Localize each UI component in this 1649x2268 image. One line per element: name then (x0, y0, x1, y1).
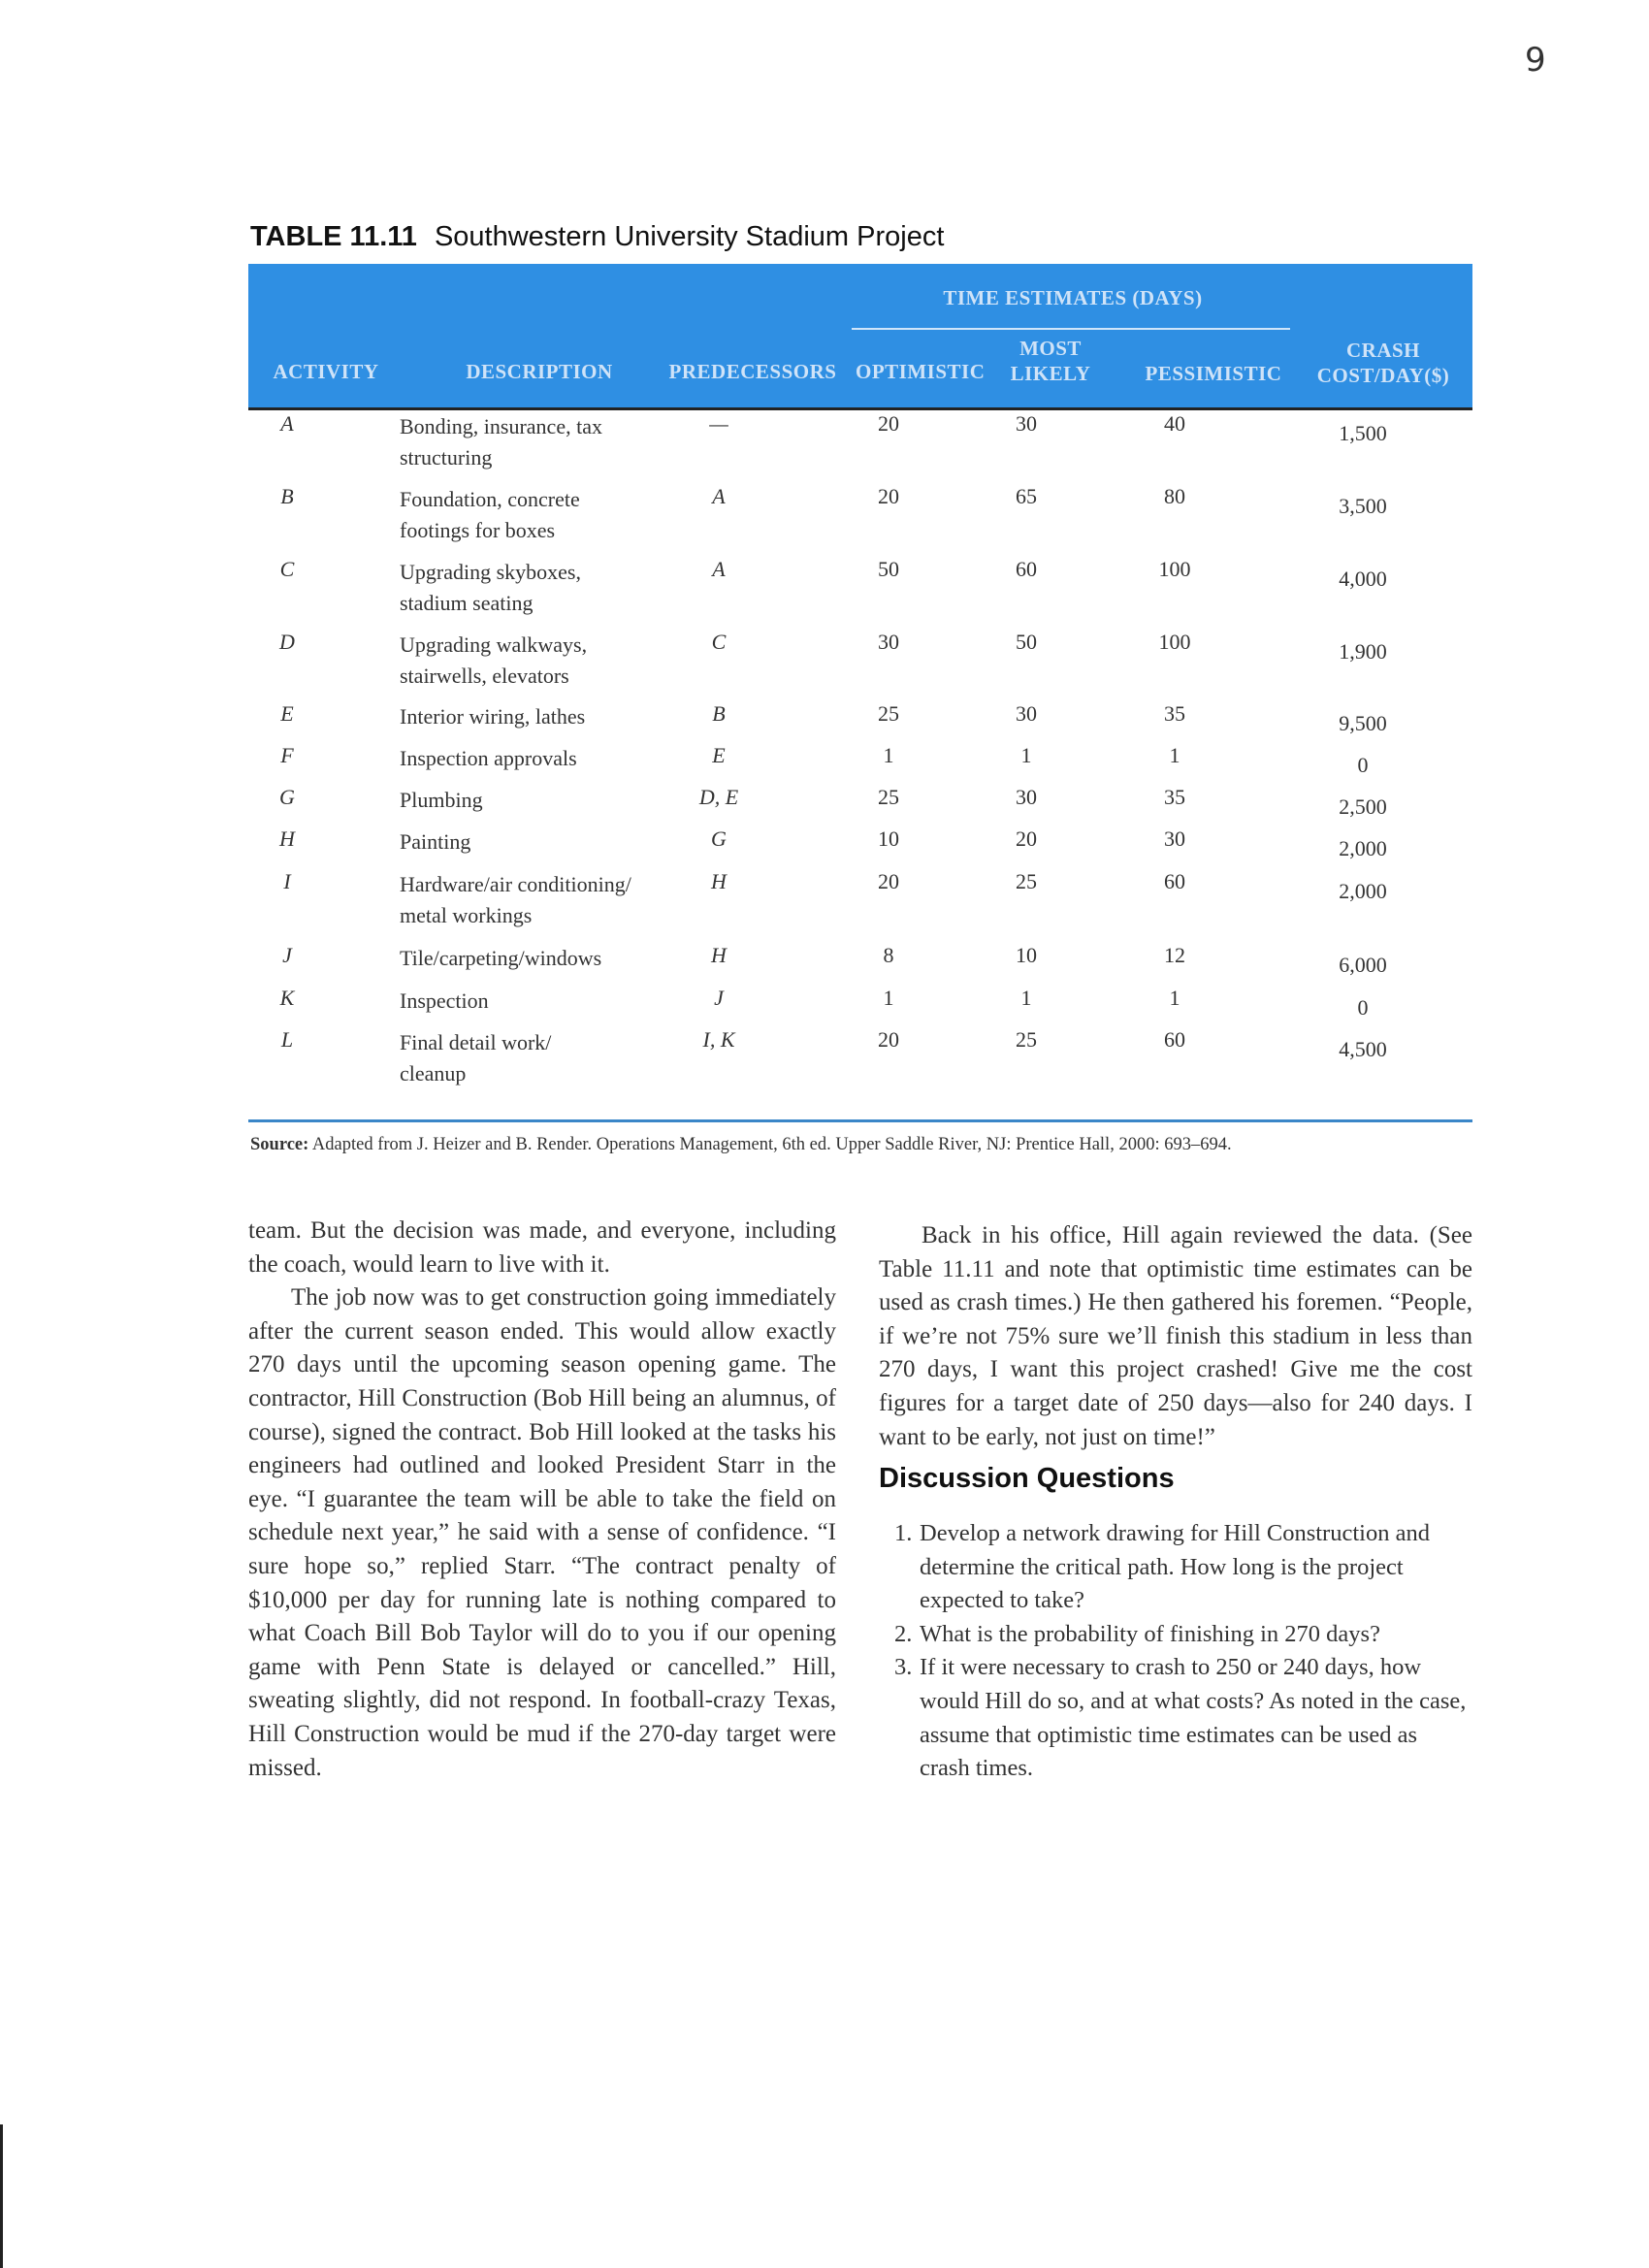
cell-activity: G (279, 785, 295, 809)
cell-activity: H (279, 826, 295, 851)
cell-predecessors: J (714, 986, 724, 1010)
cell-most-likely: 25 (1016, 1027, 1037, 1052)
cell-optimistic: 20 (878, 484, 899, 508)
table-title (250, 221, 944, 253)
cell-description: Interior wiring, lathes (400, 704, 586, 729)
header-cost-per-day: COST/DAY($) (1316, 364, 1450, 387)
cell-pessimistic: 1 (1169, 743, 1180, 767)
question-text: Develop a network drawing for Hill Construction and determine the critical path. How long is the project expected to take? (920, 1520, 1430, 1614)
header-description: DESCRIPTION (466, 360, 613, 383)
cell-optimistic: 50 (878, 557, 899, 581)
cell-pessimistic: 100 (1158, 557, 1191, 581)
cell-crash-cost: 0 (1357, 995, 1369, 1020)
table-header (248, 264, 1472, 407)
cell-optimistic: 8 (883, 943, 894, 967)
cell-activity: J (282, 943, 292, 967)
cell-pessimistic: 35 (1164, 701, 1185, 726)
discussion-questions (879, 1517, 1472, 1786)
cell-crash-cost: 3,500 (1339, 494, 1387, 518)
cell-pessimistic: 60 (1164, 869, 1185, 893)
cell-predecessors: — (709, 411, 728, 436)
cell-activity: L (280, 1027, 294, 1052)
cell-activity: B (280, 484, 294, 508)
cell-crash-cost: 2,000 (1339, 836, 1387, 860)
cell-crash-cost: 9,500 (1339, 711, 1387, 735)
cell-activity: D (279, 630, 295, 654)
question-number: 2. (894, 1620, 913, 1647)
cell-most-likely: 30 (1016, 701, 1037, 726)
cell-pessimistic: 100 (1158, 630, 1191, 654)
cell-crash-cost: 1,500 (1339, 421, 1387, 445)
cell-optimistic: 30 (878, 630, 899, 654)
cell-most-likely: 10 (1016, 943, 1037, 967)
paragraph: The job now was to get construction going immediately after the current season ended. This would allow exactly 270 days until the upcoming season opening game. The contractor, Hill Construction (Bob Hill being an alumnus, of course), signed the contract. Bob Hill looked at the tasks his engineers had outlined and looked President Starr in the eye. “I guarantee the team will be able to take the field on schedule next year,” he said with a sense of confidence. “I sure hope so,” replied Starr. “The contract penalty of $10,000 per day for running late is nothing compared to what Coach Bill Bob Taylor will do to you if our opening game with Penn State is delayed or cancelled.” Hill, sweating slightly, did not respond. In football-crazy Texas, Hill Construction would be mud if the 270-day target were missed. (248, 1284, 836, 1781)
cell-description: Inspection (400, 988, 489, 1013)
cell-pessimistic: 12 (1164, 943, 1185, 967)
source-label: Source: (250, 1135, 309, 1154)
margin-rule (0, 2124, 3, 2268)
cell-most-likely: 50 (1016, 630, 1037, 654)
question-text: What is the probability of finishing in 270 days? (920, 1620, 1380, 1647)
cell-description: Tile/carpeting/windows (400, 946, 602, 970)
cell-most-likely: 65 (1016, 484, 1037, 508)
cell-pessimistic: 1 (1169, 986, 1180, 1010)
cell-crash-cost: 0 (1357, 753, 1369, 777)
cell-pessimistic: 35 (1164, 785, 1185, 809)
cell-most-likely: 20 (1016, 826, 1037, 851)
cell-description: Inspection approvals (400, 746, 577, 770)
header-pessimistic: PESSIMISTIC (1145, 362, 1282, 385)
cell-optimistic: 25 (878, 701, 899, 726)
cell-predecessors: B (712, 701, 726, 726)
question-text: If it were necessary to crash to 250 or 240 days, how would Hill do so, and at what costs? As noted in the case, assume that optimistic time estimates can be used as crash times. (920, 1654, 1467, 1782)
header-activity: ACTIVITY (273, 360, 379, 383)
source-text: Adapted from J. Heizer and B. Render. Operations Management, 6th ed. Upper Saddle River, NJ: Prentice Hall, 2000: 693–694. (311, 1135, 1232, 1154)
paragraph: Back in his office, Hill again reviewed the data. (See Table 11.11 and note that optimistic time estimates can be used as crash times.) He then gathered his foremen. “People, if we’re not 75% sure we’ll finish this stadium in less than 270 days, I want this project crashed! Give me the cost figures for a target date of 250 days—also for 240 days. I want to be early, not just on time!” (879, 1222, 1472, 1450)
question-item (879, 1517, 1472, 1618)
cell-optimistic: 20 (878, 869, 899, 893)
header-optimistic: OPTIMISTIC (856, 360, 986, 383)
right-column (879, 1219, 1472, 1454)
cell-most-likely: 30 (1016, 411, 1037, 436)
cell-activity: E (280, 701, 294, 726)
page-number: 9 (1525, 41, 1546, 80)
cell-crash-cost: 2,500 (1339, 794, 1387, 819)
cell-crash-cost: 4,000 (1339, 567, 1387, 591)
cell-predecessors: H (711, 943, 727, 967)
header-bottom-rule (248, 407, 1472, 410)
question-item (879, 1651, 1472, 1785)
question-item (879, 1618, 1472, 1652)
cell-predecessors: G (711, 826, 727, 851)
cell-crash-cost: 2,000 (1339, 879, 1387, 903)
cell-activity: F (280, 743, 294, 767)
cell-description: Upgrading skyboxes, stadium seating (400, 560, 581, 615)
cell-optimistic: 20 (878, 1027, 899, 1052)
cell-most-likely: 60 (1016, 557, 1037, 581)
cell-pessimistic: 80 (1164, 484, 1185, 508)
cell-description: Final detail work/ cleanup (400, 1030, 552, 1085)
cell-predecessors: A (712, 484, 726, 508)
cell-pessimistic: 40 (1164, 411, 1185, 436)
cell-optimistic: 1 (883, 743, 894, 767)
cell-predecessors: A (712, 557, 726, 581)
header-predecessors: PREDECESSORS (668, 360, 837, 383)
header-likely: LIKELY (1010, 362, 1091, 385)
paragraph: team. But the decision was made, and everyone, including the coach, would learn to live with it. (248, 1217, 836, 1278)
cell-description: Hardware/air conditioning/ metal workings (400, 872, 631, 927)
cell-optimistic: 1 (883, 986, 894, 1010)
header-time-estimates: TIME ESTIMATES (DAYS) (943, 286, 1203, 309)
table-bottom-rule (248, 1119, 1472, 1122)
cell-predecessors: E (712, 743, 726, 767)
cell-most-likely: 30 (1016, 785, 1037, 809)
cell-description: Plumbing (400, 788, 483, 812)
cell-pessimistic: 60 (1164, 1027, 1185, 1052)
cell-crash-cost: 6,000 (1339, 953, 1387, 977)
cell-optimistic: 25 (878, 785, 899, 809)
cell-activity: A (280, 411, 294, 436)
table-source (250, 1135, 1232, 1155)
cell-description: Upgrading walkways, stairwells, elevators (400, 632, 588, 688)
left-column (248, 1215, 836, 1785)
cell-description: Painting (400, 829, 471, 854)
header-most: MOST (1019, 337, 1082, 360)
cell-predecessors: D, E (698, 785, 739, 809)
cell-crash-cost: 4,500 (1339, 1037, 1387, 1061)
cell-optimistic: 10 (878, 826, 899, 851)
cell-predecessors: I, K (702, 1027, 735, 1052)
cell-crash-cost: 1,900 (1339, 639, 1387, 664)
cell-most-likely: 25 (1016, 869, 1037, 893)
cell-activity: C (279, 557, 295, 581)
table-title-text: Southwestern University Stadium Project (434, 221, 945, 252)
cell-activity: K (279, 986, 295, 1010)
cell-optimistic: 20 (878, 411, 899, 436)
cell-description: Foundation, concrete footings for boxes (400, 487, 580, 542)
cell-pessimistic: 30 (1164, 826, 1185, 851)
table-label: TABLE 11.11 (250, 221, 417, 252)
cell-predecessors: C (711, 630, 727, 654)
question-number: 1. (894, 1520, 913, 1546)
cell-description: Bonding, insurance, tax structuring (400, 414, 602, 470)
header-band-rule (852, 328, 1290, 330)
cell-most-likely: 1 (1020, 743, 1032, 767)
header-crash: CRASH (1345, 339, 1420, 362)
cell-predecessors: H (711, 869, 727, 893)
discussion-heading: Discussion Questions (879, 1463, 1175, 1494)
cell-activity: I (283, 869, 291, 893)
cell-most-likely: 1 (1020, 986, 1032, 1010)
question-number: 3. (894, 1654, 913, 1681)
